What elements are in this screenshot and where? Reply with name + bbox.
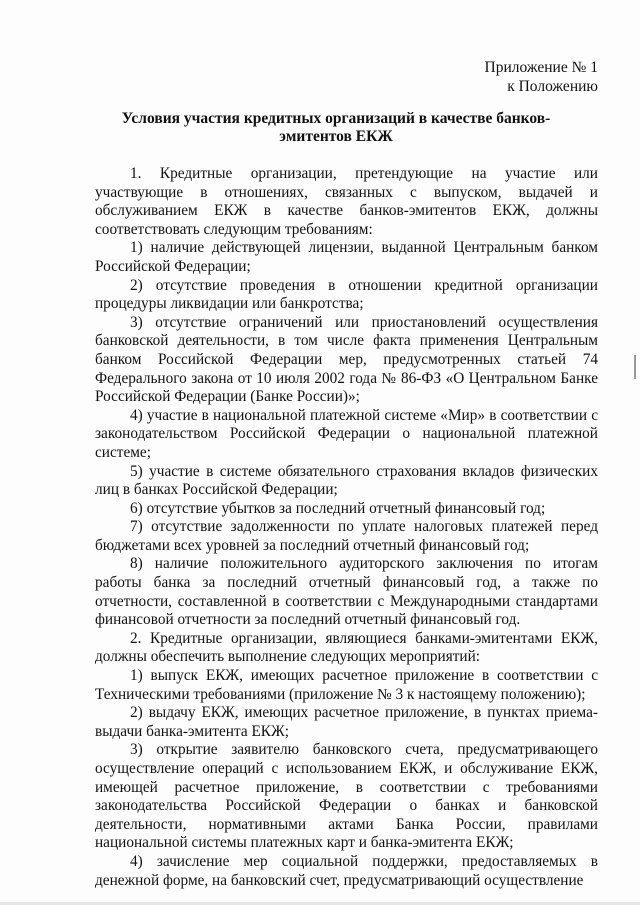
paragraph-section-2: 2. Кредитные организации, являющиеся банками-эмитентами ЕКЖ, должны обеспечить выполнение следующих мероприятий:: [95, 629, 598, 666]
paragraph-1-3: 3) отсутствие ограничений или приостановлений осуществления банковской деятельности, в том числе факта применения Центральным банком Российской Федерации мер, предусмотренных статьей 74 Федерального закона от 10 июля 2002 года № 86-ФЗ «О Центральном Банке Российской Федерации (Банке России)»;: [95, 313, 598, 406]
document-title-line-1: Условия участия кредитных организаций в качестве банков-: [121, 110, 551, 127]
appendix-number: Приложение № 1: [484, 59, 598, 76]
paragraph-2-1: 1) выпуск ЕКЖ, имеющих расчетное приложение в соответствии с Техническими требованиями (приложение № 3 к настоящему положению);: [95, 667, 598, 703]
paragraph-1-6: 6) отсутствие убытков за последний отчетный финансовый год;: [130, 499, 546, 517]
document-title: [60, 110, 612, 146]
document-body: [95, 165, 598, 890]
paragraph-1-7: 7) отсутствие задолженности по уплате налоговых платежей перед бюджетами всех уровней за последний отчетный финансовый год;: [95, 518, 598, 554]
paragraph-section-1: 1. Кредитные организации, претендующие на участие или участвующие в отношениях, связанных с выпуском, выдачей и обслуживанием ЕКЖ в качестве банков-эмитентов ЕКЖ, должны соответствовать следующим требованиям:: [95, 165, 598, 238]
paragraph-1-4: 4) участие в национальной платежной системе «Мир» в соответствии с законодательством Российской Федерации о национальной платежной системе;: [95, 406, 598, 461]
appendix-reference: к Положению: [507, 78, 598, 95]
paragraph-2-3: 3) открытие заявителю банковского счета, предусматривающего осуществление операций с использованием ЕКЖ, и обслуживание ЕКЖ, имеющей расчетное приложение, в соответствии с требованиями законодательства Российской Федерации о банках и банковской деятельности, нормативными актами Банка России, правилами национальной системы платежных карт и банка-эмитента ЕКЖ;: [95, 741, 598, 852]
paragraph-1-1: 1) наличие действующей лицензии, выданной Центральным банком Российской Федерации;: [95, 239, 598, 275]
paragraph-1-5: 5) участие в системе обязательного страхования вкладов физических лиц в банках Российской Федерации;: [95, 462, 598, 499]
paragraph-2-4: 4) зачисление мер социальной поддержки, предоставляемых в денежной форме, на банковский счет, предусматривающий осуществление: [95, 852, 598, 889]
scan-artifact-mark: [634, 355, 636, 379]
paragraph-1-2: 2) отсутствие проведения в отношении кредитной организации процедуры ликвидации или банкротства;: [95, 276, 598, 313]
appendix-header: [485, 58, 598, 96]
document-title-line-2: эмитентов ЕКЖ: [279, 128, 393, 145]
paragraph-2-2: 2) выдачу ЕКЖ, имеющих расчетное приложение, в пунктах приема-выдачи банка-эмитента ЕКЖ;: [95, 704, 598, 740]
paragraph-1-8: 8) наличие положительного аудиторского заключения по итогам работы банка за последний отчетный финансовый год, а также по отчетности, составленной в соответствии с Международными стандартами финансовой отчетности за последний отчетный финансовый год.: [95, 555, 598, 629]
